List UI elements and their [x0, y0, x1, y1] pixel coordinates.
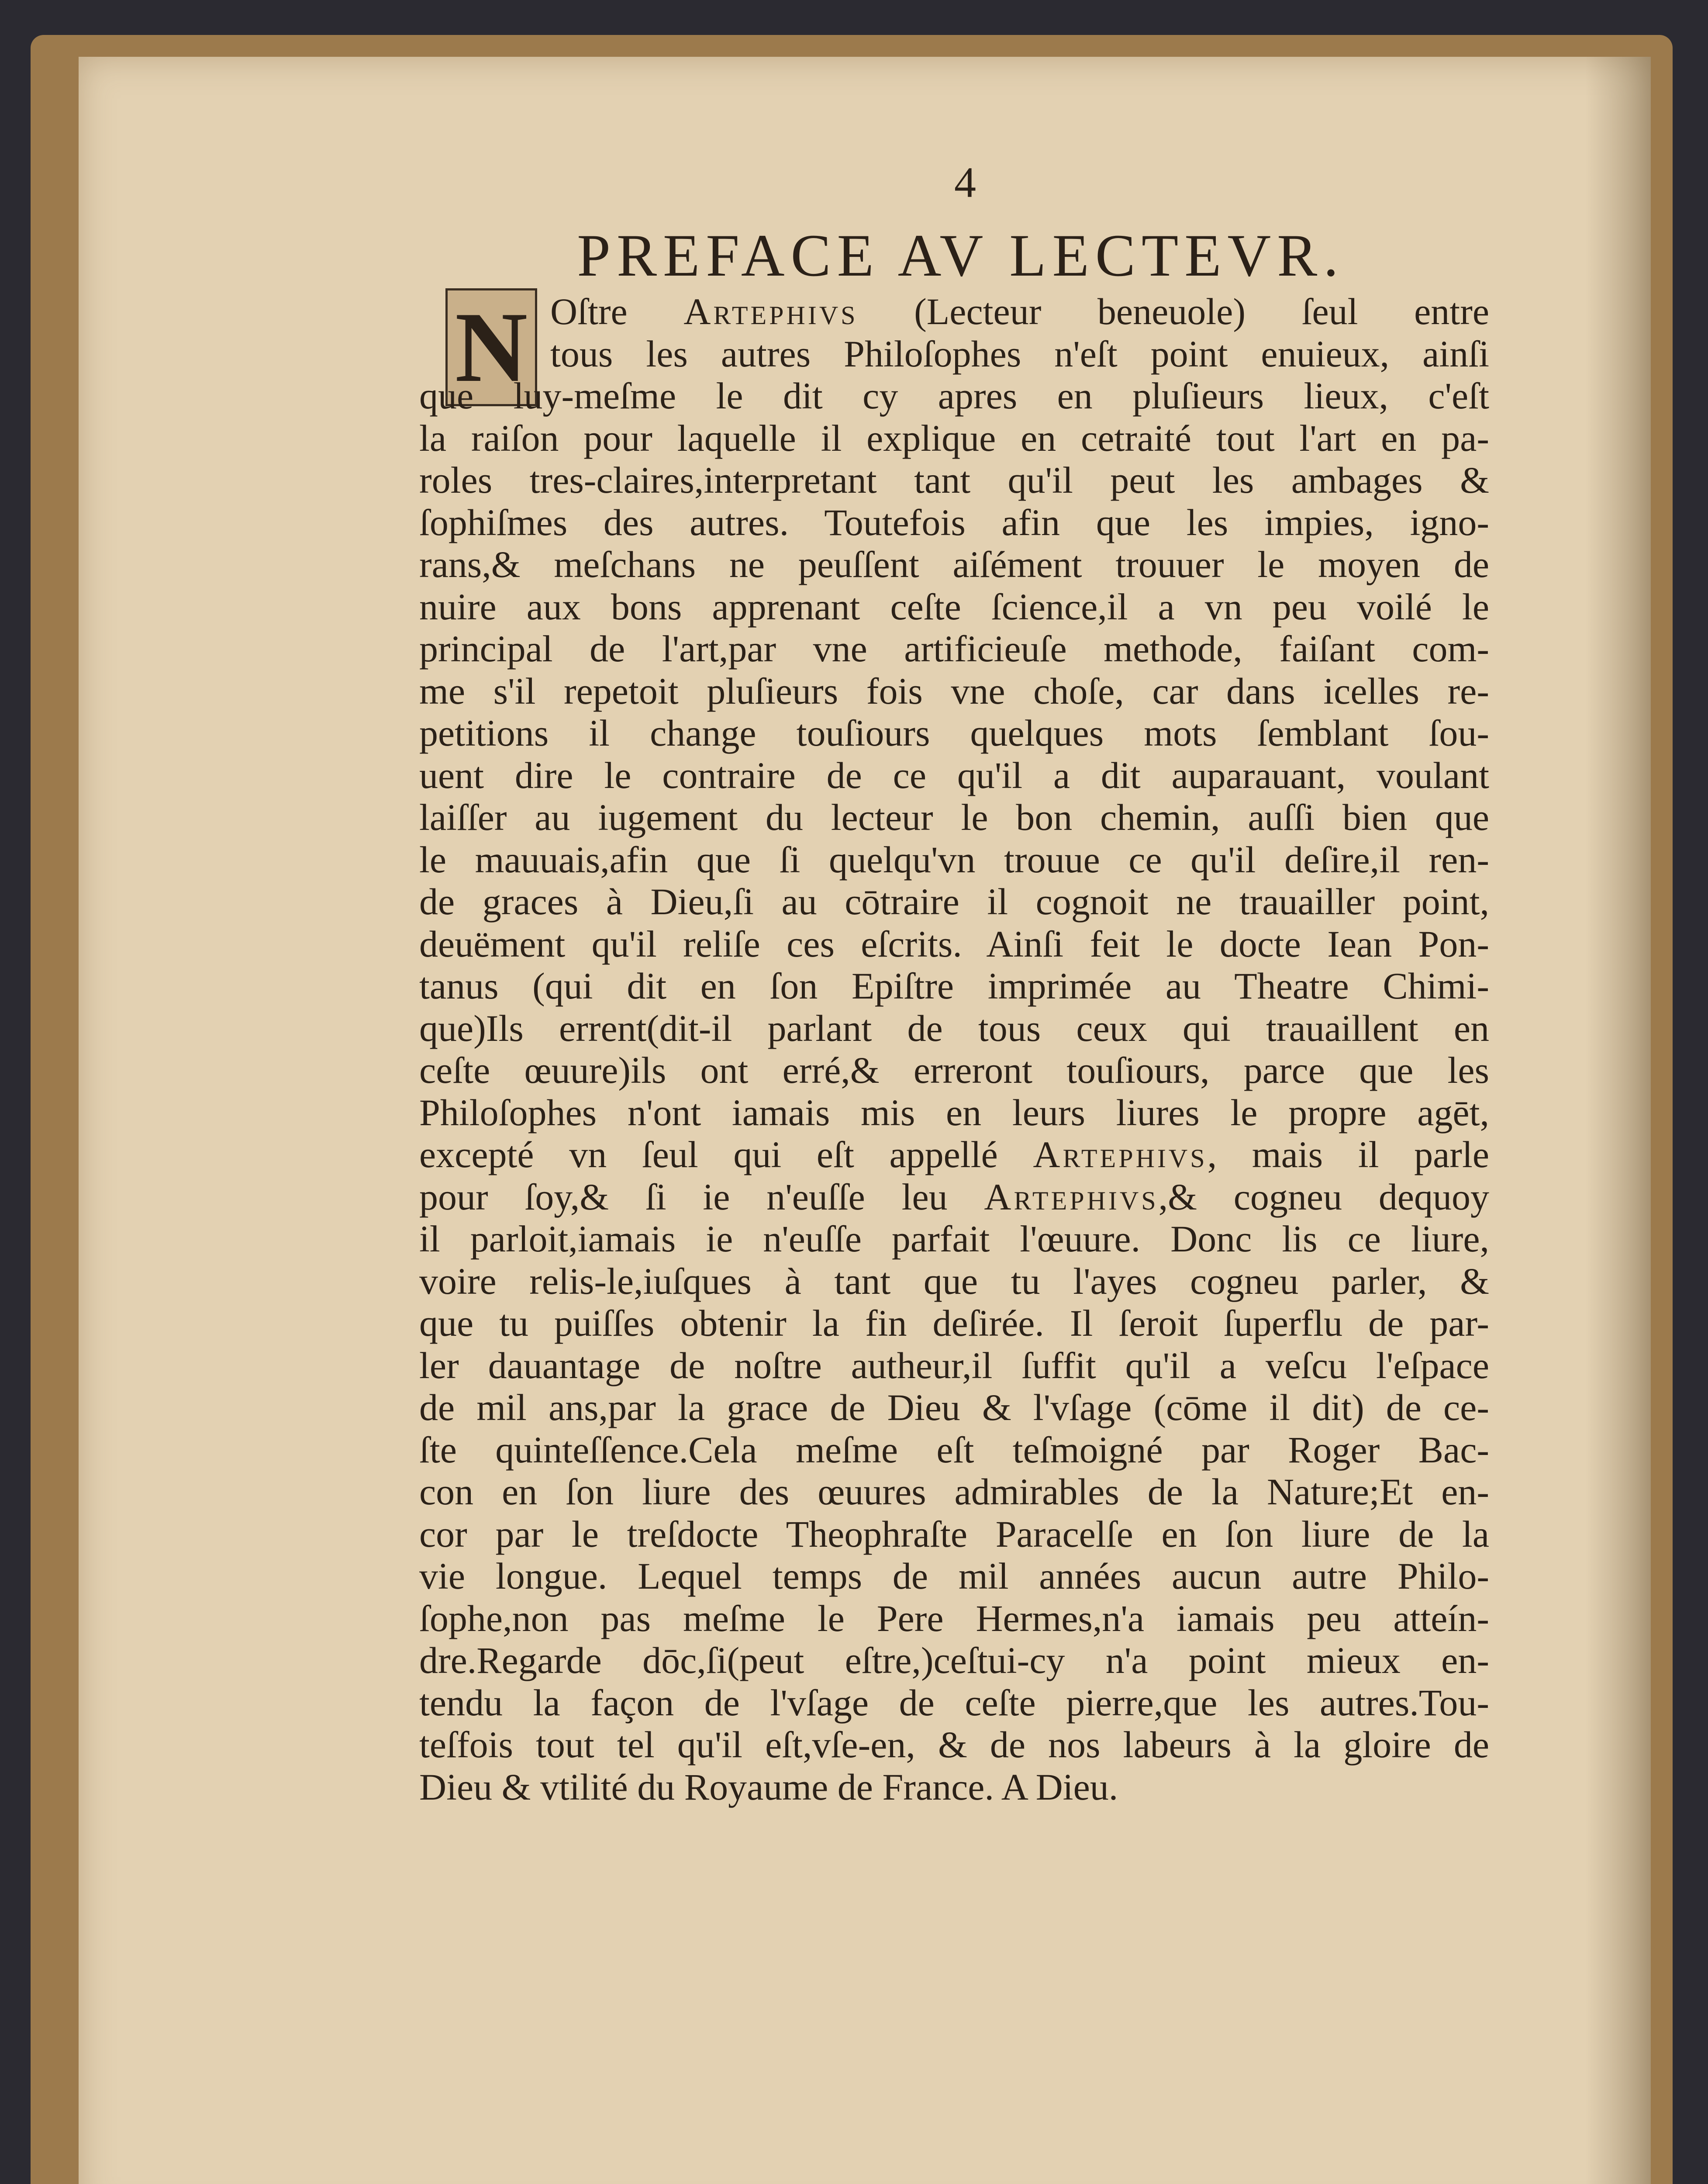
text-line: [419, 586, 1489, 628]
text-line: [419, 628, 1489, 670]
text-line-segment: tous les autres Philoſophes n'eſt point enuieux, ainſi: [550, 332, 1489, 375]
text-line-segment: me s'il repetoit pluſieurs fois vne choſe, car dans icelles re-: [419, 670, 1489, 712]
initial-letter: N: [455, 291, 528, 403]
text-line-segment: laiſſer au iugement du lecteur le bon chemin, auſſi bien que: [419, 796, 1489, 838]
text-line-segment: , mais il parle: [1207, 1133, 1490, 1175]
text-line: [419, 1092, 1489, 1134]
text-line-segment: ceſte œuure)ils ont erré,& erreront touſiours, parce que les: [419, 1049, 1489, 1091]
text-line-segment: tendu la façon de l'vſage de ceſte pierre,que les autres.Tou-: [419, 1681, 1489, 1724]
text-line: [419, 1133, 1489, 1176]
text-line: [419, 290, 1489, 333]
text-line: [419, 1682, 1489, 1724]
text-line-segment: con en ſon liure des œuures admirables de la Nature;Et en-: [419, 1471, 1489, 1513]
text-line: [419, 1513, 1489, 1555]
text-line: [419, 1386, 1489, 1429]
text-line-segment: rans,& meſchans ne peuſſent aiſément trouuer le moyen de: [419, 543, 1489, 585]
text-line-segment: uent dire le contraire de ce qu'il a dit auparauant, voulant: [419, 754, 1489, 796]
text-line-segment: la raiſon pour laquelle il explique en cetraité tout l'art en pa-: [419, 417, 1489, 459]
page-title: PREFACE AV LECTEVR.: [577, 222, 1345, 289]
text-line-segment: vie longue. Lequel temps de mil années aucun autre Philo-: [419, 1555, 1489, 1597]
text-line: [419, 1302, 1489, 1344]
text-line: [419, 1429, 1489, 1471]
text-line: [419, 712, 1489, 754]
text-line: [419, 1049, 1489, 1092]
text-line-segment: que tu puiſſes obtenir la fin deſirée. Il ſeroit ſuperflu de par-: [419, 1302, 1489, 1344]
text-line-segment: Philoſophes n'ont iamais mis en leurs liures le propre agēt,: [419, 1091, 1489, 1133]
text-line: [419, 1555, 1489, 1597]
text-line-segment: ,& cogneu dequoy: [1158, 1175, 1489, 1218]
page-number: 4: [954, 158, 976, 207]
text-line: [419, 754, 1489, 797]
text-line-segment: teſfois tout tel qu'il eſt,vſe-en, & de nos labeurs à la gloire de: [419, 1724, 1489, 1766]
page-gutter: [1585, 57, 1651, 2184]
text-line-segment: principal de l'art,par vne artificieuſe methode, faiſant com-: [419, 628, 1489, 670]
text-line: [419, 417, 1489, 460]
text-line: [419, 1597, 1489, 1640]
preface-text: [419, 290, 1489, 1808]
text-line-segment: roles tres-claires,interpretant tant qu'il peut les ambages &: [419, 459, 1489, 501]
text-line-segment: pour ſoy,& ſi ie n'euſſe leu: [419, 1175, 984, 1218]
text-line-segment: dre.Regarde dōc,ſi(peut eſtre,)ceſtui-cy n'a point mieux en-: [419, 1639, 1489, 1681]
text-line: [419, 1176, 1489, 1218]
text-line-segment: de graces à Dieu,ſi au cōtraire il cognoit ne trauailler point,: [419, 881, 1489, 923]
text-line-segment: ler dauantage de noſtre autheur,il ſuffit qu'il a veſcu l'eſpace: [419, 1344, 1489, 1386]
text-line: [419, 375, 1489, 417]
text-line-segment: cor par le treſdocte Theophraſte Paracelſe en ſon liure de la: [419, 1513, 1489, 1555]
text-line: [419, 796, 1489, 839]
text-line-segment: petitions il change touſiours quelques mots ſemblant ſou-: [419, 712, 1489, 754]
text-line-segment: Dieu & vtilité du Royaume de France. A Dieu.: [419, 1766, 1118, 1808]
author-name: Artephivs: [683, 290, 858, 332]
text-line: [419, 1007, 1489, 1050]
text-line: [419, 923, 1489, 965]
text-line-segment: que)Ils errent(dit-il parlant de tous ceux qui trauaillent en: [419, 1007, 1489, 1049]
text-line-segment: nuire aux bons apprenant ceſte ſcience,il a vn peu voilé le: [419, 585, 1489, 628]
text-line: [419, 459, 1489, 501]
text-line: [419, 965, 1489, 1007]
text-line: [419, 1766, 1489, 1808]
text-line: [419, 1218, 1489, 1260]
text-line-segment: (Lecteur beneuole) ſeul entre: [858, 290, 1490, 332]
text-line: [419, 881, 1489, 923]
text-line: [419, 839, 1489, 881]
text-line: [419, 670, 1489, 712]
author-name: Artephivs: [1033, 1133, 1208, 1175]
text-line-segment: ſte quinteſſence.Cela meſme eſt teſmoigné par Roger Bac-: [419, 1428, 1489, 1471]
text-line: [419, 1260, 1489, 1303]
author-name: Artephivs: [984, 1175, 1159, 1218]
text-line: [419, 543, 1489, 586]
text-line: [419, 501, 1489, 544]
text-line-segment: ſophe,non pas meſme le Pere Hermes,n'a iamais peu atteín-: [419, 1597, 1489, 1639]
text-line-segment: il parloit,iamais ie n'euſſe parfait l'œuure. Donc lis ce liure,: [419, 1218, 1489, 1260]
text-line-segment: de mil ans,par la grace de Dieu & l'vſage (cōme il dit) de ce-: [419, 1386, 1489, 1428]
text-line: [419, 333, 1489, 375]
text-line-segment: voire relis-le,iuſques à tant que tu l'ayes cogneu parler, &: [419, 1260, 1489, 1302]
text-line-segment: le mauuais,afin que ſi quelqu'vn trouue ce qu'il deſire,il ren-: [419, 838, 1489, 881]
text-line-segment: excepté vn ſeul qui eſt appellé: [419, 1133, 1033, 1175]
text-line: [419, 1471, 1489, 1513]
text-line-segment: ſophiſmes des autres. Toutefois afin que les impies, igno-: [419, 501, 1489, 543]
text-line-segment: que luy-meſme le dit cy apres en pluſieurs lieux, c'eſt: [419, 375, 1489, 417]
text-line-segment: deuëment qu'il reliſe ces eſcrits. Ainſi feit le docte Iean Pon-: [419, 923, 1489, 965]
text-line-segment: Oſtre: [550, 290, 684, 332]
text-line-segment: tanus (qui dit en ſon Epiſtre imprimée au Theatre Chimi-: [419, 965, 1489, 1007]
text-line: [419, 1639, 1489, 1682]
text-line: [419, 1344, 1489, 1387]
text-line: [419, 1724, 1489, 1766]
